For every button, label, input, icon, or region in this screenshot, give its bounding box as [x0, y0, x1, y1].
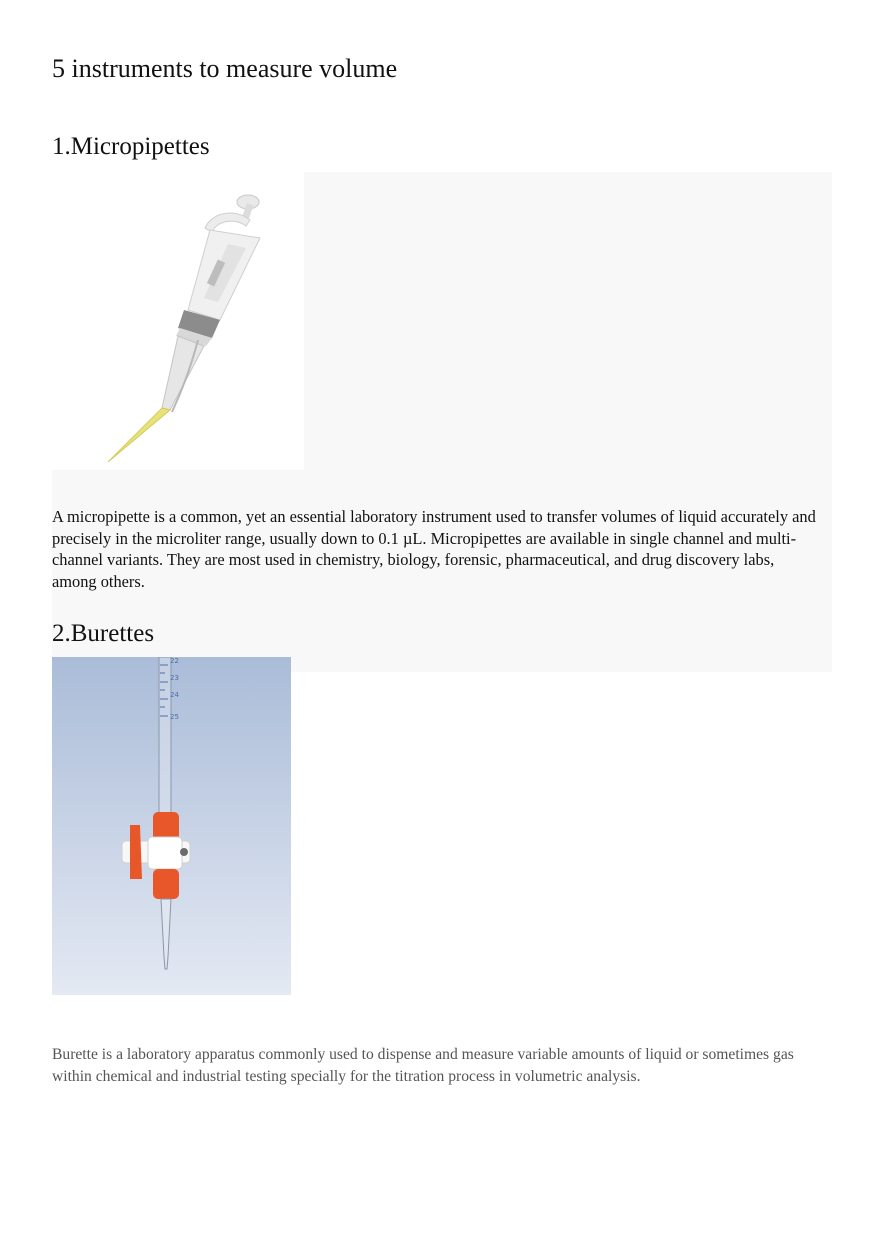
- background-panel: [304, 172, 832, 672]
- scale-mark: 23: [170, 674, 179, 682]
- page-title: 5 instruments to measure volume: [52, 54, 398, 83]
- scale-mark: 25: [170, 713, 179, 721]
- micropipette-icon: [108, 195, 260, 462]
- micropipette-image: [100, 190, 280, 470]
- scale-mark: 24: [170, 691, 179, 699]
- section-heading-micropipettes: 1.Micropipettes: [52, 133, 210, 160]
- burette-description: Burette is a laboratory apparatus commonly used to dispense and measure variable amounts of liquid or sometimes gas within chemical and industrial testing specially for the titration process in volumetric analysis.: [52, 1046, 794, 1085]
- burette-image: [52, 657, 291, 995]
- micropipette-description: A micropipette is a common, yet an essential laboratory instrument used to transfer volumes of liquid accurately and precisely in the microliter range, usually down to 0.1 µL. Micropipettes are available in single channel and multi-channel variants. They are most used in chemistry, biology, forensic, pharmaceutical, and drug discovery labs, among others.: [52, 507, 816, 591]
- scale-mark: 22: [170, 657, 179, 665]
- section-heading-burettes: 2.Burettes: [52, 620, 155, 647]
